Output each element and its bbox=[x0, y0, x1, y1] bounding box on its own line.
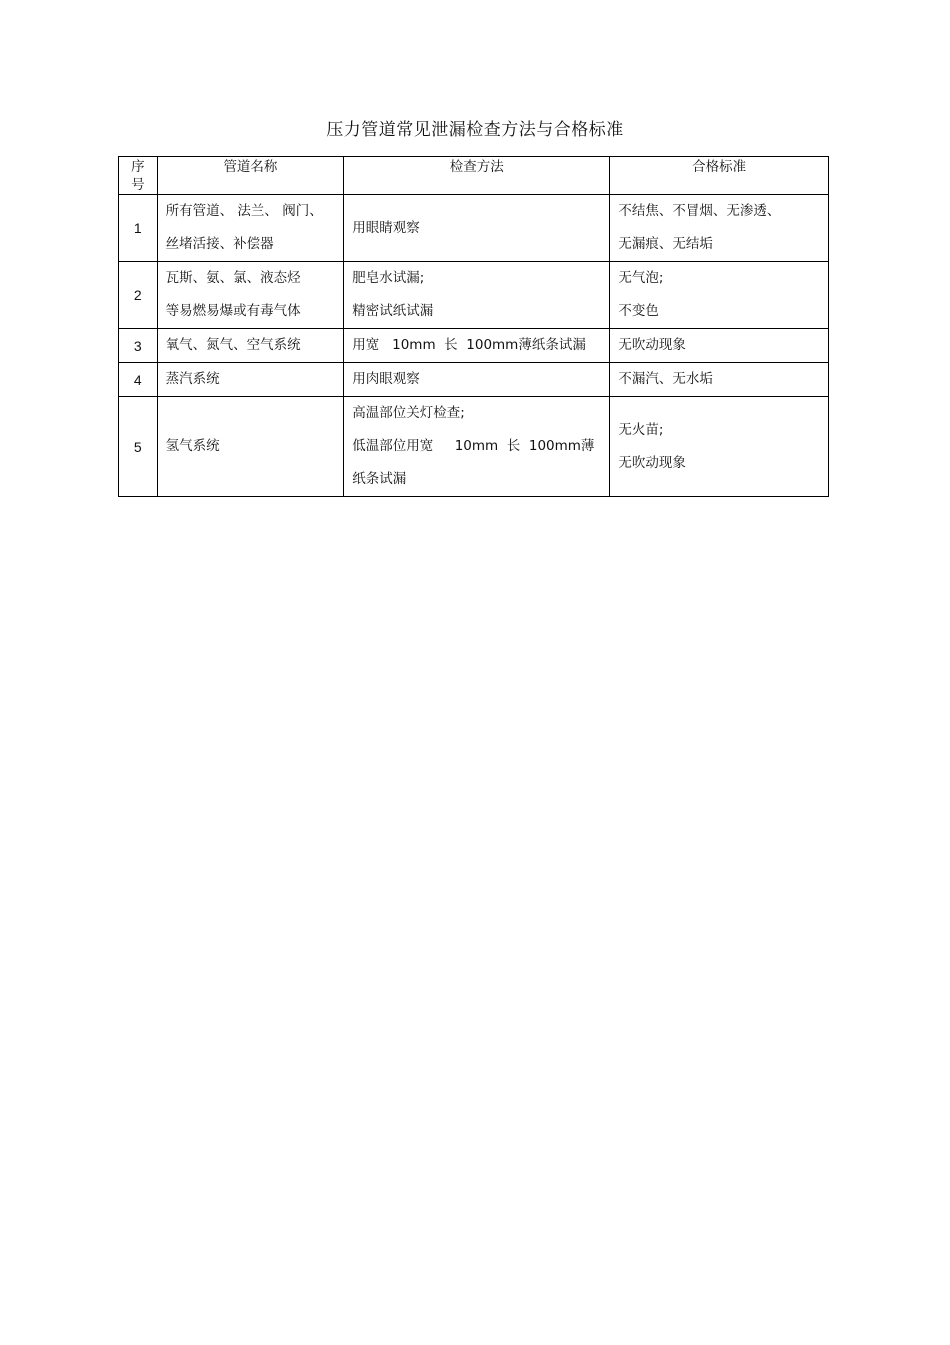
cell-line: 用肉眼观察 bbox=[352, 371, 420, 387]
table-row bbox=[119, 195, 829, 262]
cell-line: 丝堵活接、补偿器 bbox=[165, 236, 274, 252]
cell-line: 氢气系统 bbox=[165, 438, 220, 454]
cell-line: 无漏痕、无结垢 bbox=[618, 236, 713, 252]
table-row bbox=[119, 262, 829, 329]
table-row bbox=[119, 363, 829, 397]
cell-line: 肥皂水试漏; bbox=[352, 270, 425, 286]
cell-line: 无吹动现象 bbox=[618, 337, 686, 353]
header-no: 序号 bbox=[119, 157, 158, 195]
method-cell bbox=[344, 363, 610, 397]
standard-cell bbox=[610, 397, 829, 497]
standard-cell bbox=[610, 195, 829, 262]
row-number: 1 bbox=[119, 195, 158, 262]
cell-line: 用宽 10mm 长 100mm薄纸条试漏 bbox=[352, 337, 586, 353]
leak-inspection-table bbox=[118, 156, 829, 497]
table-row bbox=[119, 397, 829, 497]
cell-line: 纸条试漏 bbox=[352, 471, 407, 487]
cell-line: 无气泡; bbox=[618, 270, 664, 286]
page-title: 压力管道常见泄漏检查方法与合格标准 bbox=[326, 120, 624, 140]
standard-cell bbox=[610, 363, 829, 397]
cell-line: 蒸汽系统 bbox=[165, 371, 220, 387]
pipe-name-cell bbox=[157, 329, 344, 363]
cell-line: 氧气、氮气、空气系统 bbox=[165, 337, 301, 353]
cell-line: 无火苗; bbox=[618, 421, 664, 438]
pipe-name-cell bbox=[157, 363, 344, 397]
method-cell bbox=[344, 397, 610, 497]
header-standard: 合格标准 bbox=[610, 157, 829, 195]
standard-cell bbox=[610, 329, 829, 363]
header-method: 检查方法 bbox=[344, 157, 610, 195]
header-pipe-name: 管道名称 bbox=[157, 157, 344, 195]
table-row bbox=[119, 329, 829, 363]
standard-cell bbox=[610, 262, 829, 329]
row-number: 4 bbox=[119, 363, 158, 397]
pipe-name-cell bbox=[157, 195, 344, 262]
cell-line: 瓦斯、氨、氯、液态烃 bbox=[165, 270, 301, 286]
table-header-row bbox=[119, 157, 829, 195]
row-number: 3 bbox=[119, 329, 158, 363]
row-number: 5 bbox=[119, 397, 158, 497]
cell-line: 精密试纸试漏 bbox=[352, 303, 434, 319]
cell-line: 用眼睛观察 bbox=[352, 219, 420, 236]
cell-line: 低温部位用宽 10mm 长 100mm薄 bbox=[352, 438, 595, 454]
pipe-name-cell bbox=[157, 397, 344, 497]
method-cell bbox=[344, 329, 610, 363]
pipe-name-cell bbox=[157, 262, 344, 329]
cell-line: 不漏汽、无水垢 bbox=[618, 371, 713, 387]
method-cell bbox=[344, 195, 610, 262]
row-number: 2 bbox=[119, 262, 158, 329]
cell-line: 所有管道、 法兰、 阀门、 bbox=[165, 203, 323, 219]
cell-line: 不变色 bbox=[618, 303, 659, 319]
cell-line: 无吹动现象 bbox=[618, 454, 686, 471]
method-cell bbox=[344, 262, 610, 329]
cell-line: 等易燃易爆或有毒气体 bbox=[165, 303, 301, 319]
cell-line: 不结焦、不冒烟、无渗透、 bbox=[618, 203, 781, 219]
cell-line: 高温部位关灯检查; bbox=[352, 405, 465, 421]
